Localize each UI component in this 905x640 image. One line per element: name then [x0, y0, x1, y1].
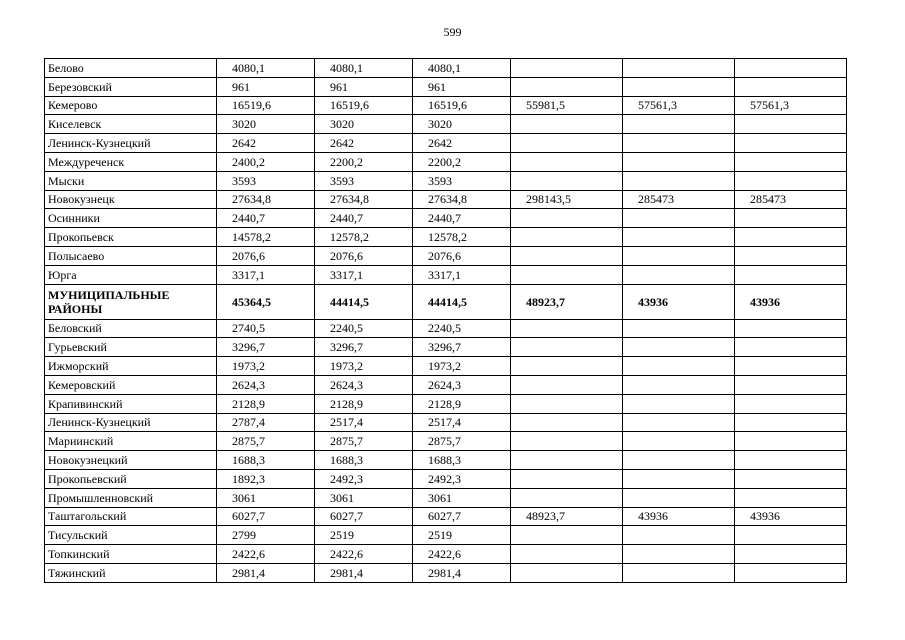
cell-value-2: 2076,6: [315, 246, 413, 265]
cell-value-4: 48923,7: [511, 284, 623, 319]
cell-value-2: 44414,5: [315, 284, 413, 319]
cell-value-5: [623, 246, 735, 265]
cell-value-6: [735, 115, 847, 134]
cell-value-4: 298143,5: [511, 190, 623, 209]
cell-municipality: Белово: [45, 59, 217, 78]
cell-value-3: 2440,7: [413, 209, 511, 228]
cell-value-5: [623, 77, 735, 96]
table-row: [45, 190, 847, 209]
cell-municipality: Новокузнецк: [45, 190, 217, 209]
cell-value-1: 1688,3: [217, 451, 315, 470]
cell-value-6: [735, 265, 847, 284]
cell-value-5: [623, 413, 735, 432]
cell-value-4: [511, 134, 623, 153]
cell-value-2: 2128,9: [315, 394, 413, 413]
cell-value-5: [623, 209, 735, 228]
cell-value-4: [511, 488, 623, 507]
cell-municipality: Прокопьевск: [45, 228, 217, 247]
table-row: [45, 152, 847, 171]
cell-value-6: [735, 488, 847, 507]
cell-municipality: Тисульский: [45, 526, 217, 545]
cell-value-4: [511, 319, 623, 338]
cell-value-5: [623, 375, 735, 394]
cell-value-4: [511, 357, 623, 376]
cell-value-6: [735, 228, 847, 247]
cell-value-2: 961: [315, 77, 413, 96]
page-number: 599: [443, 25, 462, 39]
cell-value-6: [735, 413, 847, 432]
cell-municipality: Кемеровский: [45, 375, 217, 394]
cell-value-2: 2440,7: [315, 209, 413, 228]
cell-value-4: [511, 152, 623, 171]
cell-municipality: Березовский: [45, 77, 217, 96]
cell-value-4: [511, 394, 623, 413]
table-row: [45, 59, 847, 78]
cell-value-5: [623, 469, 735, 488]
table-row: [45, 545, 847, 564]
cell-value-6: 43936: [735, 284, 847, 319]
cell-value-4: [511, 246, 623, 265]
cell-value-2: 12578,2: [315, 228, 413, 247]
cell-value-2: 4080,1: [315, 59, 413, 78]
cell-municipality: Прокопьевский: [45, 469, 217, 488]
cell-municipality: Ижморский: [45, 357, 217, 376]
cell-value-5: [623, 432, 735, 451]
cell-value-5: [623, 563, 735, 582]
cell-value-6: [735, 545, 847, 564]
cell-value-6: [735, 563, 847, 582]
table-row: [45, 134, 847, 153]
cell-value-5: [623, 265, 735, 284]
table-row: [45, 319, 847, 338]
cell-value-4: [511, 115, 623, 134]
cell-value-4: [511, 375, 623, 394]
cell-value-6: [735, 526, 847, 545]
cell-value-3: 2642: [413, 134, 511, 153]
cell-value-1: 2642: [217, 134, 315, 153]
cell-value-4: [511, 59, 623, 78]
cell-value-5: [623, 228, 735, 247]
cell-value-6: [735, 59, 847, 78]
cell-value-5: [623, 545, 735, 564]
cell-municipality: Киселевск: [45, 115, 217, 134]
cell-value-4: [511, 171, 623, 190]
cell-value-3: 3317,1: [413, 265, 511, 284]
cell-municipality: Топкинский: [45, 545, 217, 564]
cell-value-6: [735, 432, 847, 451]
cell-value-6: [735, 246, 847, 265]
cell-value-1: 16519,6: [217, 96, 315, 115]
cell-value-4: [511, 413, 623, 432]
table-row: [45, 265, 847, 284]
cell-municipality: Гурьевский: [45, 338, 217, 357]
cell-value-6: [735, 338, 847, 357]
cell-value-1: 3593: [217, 171, 315, 190]
table-row: [45, 432, 847, 451]
cell-municipality: Ленинск-Кузнецкий: [45, 413, 217, 432]
cell-value-5: 43936: [623, 507, 735, 526]
table-row: [45, 469, 847, 488]
cell-municipality: Междуреченск: [45, 152, 217, 171]
cell-value-1: 2740,5: [217, 319, 315, 338]
cell-value-2: 2422,6: [315, 545, 413, 564]
cell-value-5: [623, 451, 735, 470]
table-row: [45, 488, 847, 507]
budget-table: [44, 58, 847, 583]
cell-value-5: [623, 152, 735, 171]
cell-value-2: 3020: [315, 115, 413, 134]
cell-municipality: МУНИЦИПАЛЬНЫЕ РАЙОНЫ: [45, 284, 217, 319]
cell-value-1: 1892,3: [217, 469, 315, 488]
cell-value-2: 2519: [315, 526, 413, 545]
table-row-section: [45, 284, 847, 319]
cell-value-6: [735, 77, 847, 96]
table-row: [45, 451, 847, 470]
cell-value-3: 2875,7: [413, 432, 511, 451]
cell-value-1: 1973,2: [217, 357, 315, 376]
cell-municipality: Новокузнецкий: [45, 451, 217, 470]
cell-value-6: [735, 394, 847, 413]
table-row: [45, 77, 847, 96]
cell-value-4: [511, 451, 623, 470]
cell-value-4: [511, 209, 623, 228]
cell-value-6: [735, 152, 847, 171]
cell-value-3: 2492,3: [413, 469, 511, 488]
table-row: [45, 394, 847, 413]
cell-value-6: [735, 134, 847, 153]
table-body: [45, 59, 847, 583]
cell-value-3: 1973,2: [413, 357, 511, 376]
cell-value-1: 4080,1: [217, 59, 315, 78]
cell-municipality: Беловский: [45, 319, 217, 338]
cell-value-6: [735, 469, 847, 488]
cell-value-6: 285473: [735, 190, 847, 209]
cell-municipality: Ленинск-Кузнецкий: [45, 134, 217, 153]
table-row: [45, 228, 847, 247]
cell-value-5: [623, 526, 735, 545]
cell-value-5: [623, 115, 735, 134]
table-row: [45, 96, 847, 115]
cell-value-3: 2076,6: [413, 246, 511, 265]
cell-value-1: 45364,5: [217, 284, 315, 319]
cell-value-1: 2787,4: [217, 413, 315, 432]
cell-value-4: [511, 338, 623, 357]
cell-value-3: 2422,6: [413, 545, 511, 564]
cell-value-4: [511, 563, 623, 582]
cell-municipality: Полысаево: [45, 246, 217, 265]
table-row: [45, 563, 847, 582]
cell-value-3: 2624,3: [413, 375, 511, 394]
cell-value-3: 3593: [413, 171, 511, 190]
cell-municipality: Крапивинский: [45, 394, 217, 413]
cell-value-5: 43936: [623, 284, 735, 319]
cell-value-2: 2981,4: [315, 563, 413, 582]
cell-value-4: [511, 545, 623, 564]
table-row: [45, 209, 847, 228]
cell-value-1: 2128,9: [217, 394, 315, 413]
cell-value-2: 2642: [315, 134, 413, 153]
cell-municipality: Юрга: [45, 265, 217, 284]
table-row: [45, 246, 847, 265]
cell-value-5: [623, 394, 735, 413]
cell-value-4: [511, 265, 623, 284]
cell-value-1: 6027,7: [217, 507, 315, 526]
cell-value-2: 3593: [315, 171, 413, 190]
cell-value-3: 2517,4: [413, 413, 511, 432]
cell-value-2: 27634,8: [315, 190, 413, 209]
cell-value-2: 16519,6: [315, 96, 413, 115]
cell-value-5: [623, 59, 735, 78]
cell-value-5: 285473: [623, 190, 735, 209]
cell-municipality: Таштагольский: [45, 507, 217, 526]
cell-value-1: 3061: [217, 488, 315, 507]
cell-value-4: [511, 432, 623, 451]
cell-value-3: 12578,2: [413, 228, 511, 247]
table-row: [45, 375, 847, 394]
cell-municipality: Кемерово: [45, 96, 217, 115]
cell-value-4: 48923,7: [511, 507, 623, 526]
cell-value-1: 27634,8: [217, 190, 315, 209]
cell-value-4: [511, 77, 623, 96]
cell-value-3: 3296,7: [413, 338, 511, 357]
cell-value-2: 3296,7: [315, 338, 413, 357]
cell-value-1: 3296,7: [217, 338, 315, 357]
cell-value-6: [735, 171, 847, 190]
table-row: [45, 171, 847, 190]
table-row: [45, 526, 847, 545]
cell-value-1: 2422,6: [217, 545, 315, 564]
cell-value-3: 2200,2: [413, 152, 511, 171]
cell-value-3: 2519: [413, 526, 511, 545]
cell-value-4: [511, 228, 623, 247]
cell-value-5: [623, 171, 735, 190]
cell-value-6: [735, 209, 847, 228]
cell-value-3: 2981,4: [413, 563, 511, 582]
cell-value-4: 55981,5: [511, 96, 623, 115]
cell-value-2: 2517,4: [315, 413, 413, 432]
cell-value-1: 3020: [217, 115, 315, 134]
cell-value-3: 3020: [413, 115, 511, 134]
cell-value-5: [623, 357, 735, 376]
cell-value-2: 2492,3: [315, 469, 413, 488]
cell-value-3: 6027,7: [413, 507, 511, 526]
cell-value-6: [735, 319, 847, 338]
cell-value-1: 3317,1: [217, 265, 315, 284]
table-row: [45, 338, 847, 357]
cell-value-1: 2875,7: [217, 432, 315, 451]
cell-value-6: [735, 375, 847, 394]
table-row: [45, 413, 847, 432]
cell-value-1: 2076,6: [217, 246, 315, 265]
cell-value-2: 1688,3: [315, 451, 413, 470]
cell-value-6: [735, 357, 847, 376]
cell-value-2: 1973,2: [315, 357, 413, 376]
cell-municipality: Промышленновский: [45, 488, 217, 507]
cell-value-5: [623, 338, 735, 357]
cell-value-2: 2624,3: [315, 375, 413, 394]
cell-value-1: 961: [217, 77, 315, 96]
cell-municipality: Осинники: [45, 209, 217, 228]
cell-value-1: 2440,7: [217, 209, 315, 228]
cell-value-1: 2400,2: [217, 152, 315, 171]
cell-municipality: Тяжинский: [45, 563, 217, 582]
cell-value-3: 2240,5: [413, 319, 511, 338]
cell-value-2: 2240,5: [315, 319, 413, 338]
cell-value-1: 14578,2: [217, 228, 315, 247]
cell-value-4: [511, 526, 623, 545]
cell-value-5: [623, 488, 735, 507]
cell-value-4: [511, 469, 623, 488]
cell-value-1: 2624,3: [217, 375, 315, 394]
cell-value-2: 2200,2: [315, 152, 413, 171]
table-row: [45, 357, 847, 376]
cell-value-1: 2981,4: [217, 563, 315, 582]
table-row: [45, 507, 847, 526]
table-row: [45, 115, 847, 134]
cell-municipality: Мариинский: [45, 432, 217, 451]
cell-value-6: 57561,3: [735, 96, 847, 115]
cell-value-5: 57561,3: [623, 96, 735, 115]
cell-value-3: 16519,6: [413, 96, 511, 115]
cell-value-2: 6027,7: [315, 507, 413, 526]
cell-value-2: 3061: [315, 488, 413, 507]
cell-value-3: 3061: [413, 488, 511, 507]
cell-value-1: 2799: [217, 526, 315, 545]
cell-value-3: 44414,5: [413, 284, 511, 319]
cell-value-5: [623, 134, 735, 153]
cell-value-3: 4080,1: [413, 59, 511, 78]
cell-value-3: 27634,8: [413, 190, 511, 209]
cell-municipality: Мыски: [45, 171, 217, 190]
cell-value-2: 2875,7: [315, 432, 413, 451]
cell-value-2: 3317,1: [315, 265, 413, 284]
cell-value-5: [623, 319, 735, 338]
cell-value-3: 961: [413, 77, 511, 96]
cell-value-6: [735, 451, 847, 470]
cell-value-6: 43936: [735, 507, 847, 526]
cell-value-3: 2128,9: [413, 394, 511, 413]
cell-value-3: 1688,3: [413, 451, 511, 470]
